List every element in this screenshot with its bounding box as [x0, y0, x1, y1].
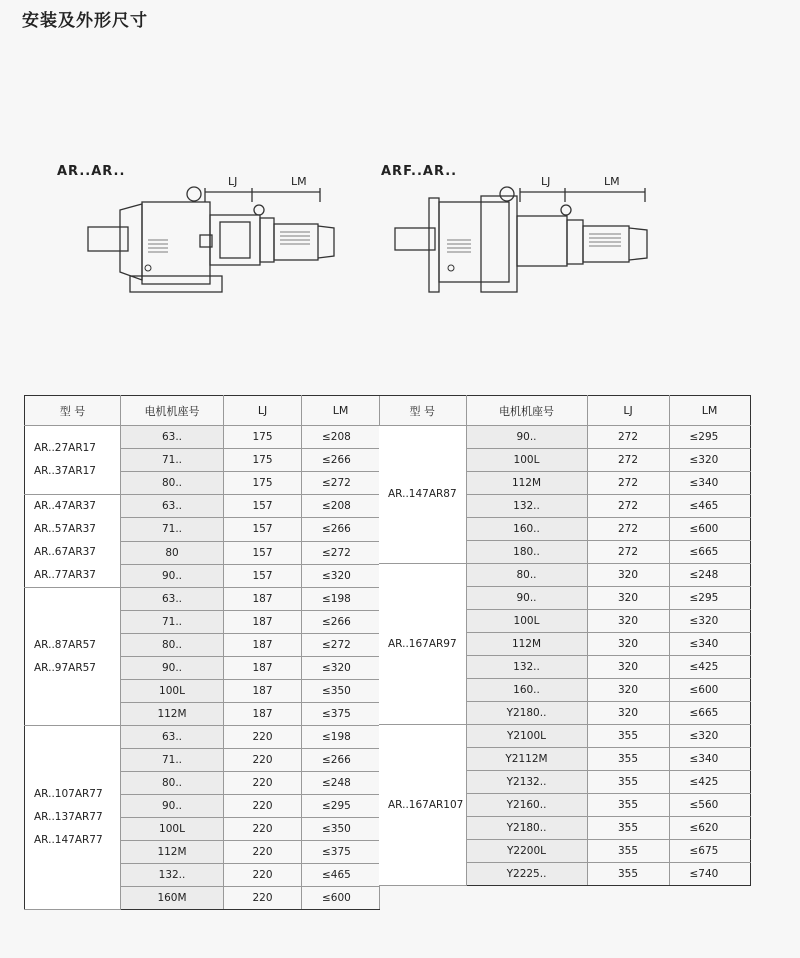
lj-cell: 272: [587, 472, 669, 495]
model-cell: [25, 726, 121, 910]
lj-cell: 320: [587, 633, 669, 656]
lm-cell: ≤248: [302, 772, 380, 795]
motor-frame-cell: 63..: [121, 588, 224, 611]
lj-cell: 355: [587, 771, 669, 794]
motor-frame-cell: Y2200L: [466, 840, 587, 863]
lm-cell: ≤340: [669, 633, 750, 656]
lm-cell: ≤295: [302, 795, 380, 818]
lm-cell: ≤266: [302, 449, 380, 472]
motor-frame-cell: 80..: [121, 634, 224, 657]
table-header-row: [379, 396, 750, 426]
lm-cell: ≤620: [669, 817, 750, 840]
lj-cell: 157: [224, 541, 302, 564]
lm-cell: ≤208: [302, 426, 380, 449]
lj-cell: 220: [224, 818, 302, 841]
lj-cell: 355: [587, 863, 669, 886]
model-name: AR..167AR107: [388, 798, 464, 811]
lm-cell: ≤295: [669, 426, 750, 449]
motor-frame-cell: Y2225..: [466, 863, 587, 886]
motor-frame-cell: 100L: [121, 680, 224, 703]
motor-frame-cell: 80..: [466, 564, 587, 587]
lj-cell: 175: [224, 472, 302, 495]
header-model: 型 号: [25, 396, 121, 426]
motor-frame-cell: 132..: [466, 656, 587, 679]
model-cell: [25, 588, 121, 726]
lm-cell: ≤350: [302, 680, 380, 703]
model-name: AR..147AR77: [34, 834, 103, 846]
motor-frame-cell: 90..: [121, 657, 224, 680]
left-spec-table: [24, 395, 380, 910]
dim-label-lj-right: LJ: [541, 175, 551, 188]
dim-label-lm-left: LM: [291, 175, 307, 188]
lm-cell: ≤560: [669, 794, 750, 817]
lj-cell: 272: [587, 518, 669, 541]
lm-cell: ≤600: [669, 518, 750, 541]
header-lm: LM: [669, 396, 750, 426]
lj-cell: 320: [587, 587, 669, 610]
lm-cell: ≤350: [302, 818, 380, 841]
lm-cell: ≤675: [669, 840, 750, 863]
header-motor-frame: 电机机座号: [121, 396, 224, 426]
model-name: AR..27AR17: [34, 442, 96, 454]
motor-frame-cell: 112M: [121, 841, 224, 864]
table-row: [25, 726, 380, 749]
table-row: [379, 426, 750, 449]
motor-frame-cell: 63..: [121, 426, 224, 449]
motor-frame-cell: 100L: [466, 449, 587, 472]
lj-cell: 187: [224, 634, 302, 657]
lm-cell: ≤198: [302, 588, 380, 611]
motor-frame-cell: 80..: [121, 472, 224, 495]
motor-frame-cell: 112M: [121, 703, 224, 726]
lj-cell: 175: [224, 426, 302, 449]
model-name: AR..77AR37: [34, 569, 96, 581]
lj-cell: 175: [224, 449, 302, 472]
model-cell: [379, 725, 466, 886]
motor-frame-cell: 71..: [121, 518, 224, 541]
lm-cell: ≤320: [669, 449, 750, 472]
gear-motor-drawing-flange-mounted: [385, 180, 675, 300]
motor-frame-cell: 112M: [466, 472, 587, 495]
model-name: AR..37AR17: [34, 465, 96, 477]
lj-cell: 220: [224, 841, 302, 864]
motor-frame-cell: 160..: [466, 679, 587, 702]
header-lm: LM: [302, 396, 380, 426]
table-row: [25, 495, 380, 518]
lm-cell: ≤198: [302, 726, 380, 749]
model-cell: [379, 564, 466, 725]
motor-frame-cell: 90..: [466, 426, 587, 449]
model-name: AR..57AR37: [34, 523, 96, 535]
lj-cell: 355: [587, 748, 669, 771]
lm-cell: ≤295: [669, 587, 750, 610]
lm-cell: ≤465: [669, 495, 750, 518]
lj-cell: 220: [224, 864, 302, 887]
lj-cell: 355: [587, 794, 669, 817]
motor-frame-cell: 90..: [121, 795, 224, 818]
model-name: AR..97AR57: [34, 661, 96, 674]
header-motor-frame: 电机机座号: [466, 396, 587, 426]
model-name: AR..147AR87: [388, 488, 457, 500]
gear-motor-drawing-foot-mounted: [70, 180, 360, 300]
table-header-row: [25, 396, 380, 426]
lm-cell: ≤425: [669, 771, 750, 794]
motor-frame-cell: 112M: [466, 633, 587, 656]
lj-cell: 187: [224, 588, 302, 611]
lm-cell: ≤340: [669, 748, 750, 771]
lj-cell: 355: [587, 725, 669, 748]
header-model: 型 号: [379, 396, 466, 426]
motor-frame-cell: 180..: [466, 541, 587, 564]
lj-cell: 157: [224, 518, 302, 541]
table-row: [379, 564, 750, 587]
lm-cell: ≤665: [669, 541, 750, 564]
lm-cell: ≤375: [302, 841, 380, 864]
lj-cell: 320: [587, 564, 669, 587]
lm-cell: ≤465: [302, 864, 380, 887]
motor-frame-cell: 100L: [466, 610, 587, 633]
model-name: AR..167AR97: [388, 637, 457, 650]
lj-cell: 272: [587, 449, 669, 472]
motor-frame-cell: 80: [121, 541, 224, 564]
lj-cell: 320: [587, 679, 669, 702]
lm-cell: ≤272: [302, 541, 380, 564]
model-cell: [25, 495, 121, 588]
motor-frame-cell: 100L: [121, 818, 224, 841]
lj-cell: 157: [224, 564, 302, 587]
model-name: AR..107AR77: [34, 788, 103, 800]
model-cell: [379, 426, 466, 564]
motor-frame-cell: Y2112M: [466, 748, 587, 771]
motor-frame-cell: 63..: [121, 726, 224, 749]
lm-cell: ≤600: [302, 887, 380, 910]
lm-cell: ≤320: [669, 610, 750, 633]
table-row: [25, 426, 380, 449]
table-row: [25, 588, 380, 611]
motor-frame-cell: Y2160..: [466, 794, 587, 817]
lm-cell: ≤266: [302, 611, 380, 634]
motor-frame-cell: 132..: [121, 864, 224, 887]
motor-frame-cell: 71..: [121, 749, 224, 772]
lj-cell: 220: [224, 749, 302, 772]
lm-cell: ≤208: [302, 495, 380, 518]
lj-cell: 220: [224, 772, 302, 795]
lm-cell: ≤375: [302, 703, 380, 726]
lj-cell: 187: [224, 680, 302, 703]
lm-cell: ≤248: [669, 564, 750, 587]
lj-cell: 157: [224, 495, 302, 518]
drawing-label-ar-ar: AR..AR..: [57, 164, 126, 179]
lm-cell: ≤266: [302, 749, 380, 772]
motor-frame-cell: 71..: [121, 449, 224, 472]
model-name: AR..137AR77: [34, 811, 103, 823]
motor-frame-cell: 90..: [466, 587, 587, 610]
lm-cell: ≤320: [669, 725, 750, 748]
lj-cell: 187: [224, 657, 302, 680]
table-row: [379, 725, 750, 748]
lj-cell: 220: [224, 726, 302, 749]
model-cell: [25, 426, 121, 495]
lm-cell: ≤266: [302, 518, 380, 541]
lm-cell: ≤272: [302, 472, 380, 495]
lm-cell: ≤320: [302, 564, 380, 587]
lj-cell: 272: [587, 426, 669, 449]
lj-cell: 355: [587, 840, 669, 863]
model-name: AR..87AR57: [34, 638, 96, 651]
lm-cell: ≤320: [302, 657, 380, 680]
dim-label-lj-left: LJ: [228, 175, 238, 188]
lm-cell: ≤425: [669, 656, 750, 679]
motor-frame-cell: 90..: [121, 564, 224, 587]
motor-frame-cell: 132..: [466, 495, 587, 518]
motor-frame-cell: 160M: [121, 887, 224, 910]
motor-frame-cell: Y2180..: [466, 817, 587, 840]
lj-cell: 272: [587, 495, 669, 518]
lm-cell: ≤340: [669, 472, 750, 495]
right-spec-table: [379, 395, 751, 886]
lm-cell: ≤272: [302, 634, 380, 657]
model-name: AR..47AR37: [34, 500, 96, 512]
lj-cell: 220: [224, 795, 302, 818]
motor-frame-cell: Y2180..: [466, 702, 587, 725]
lj-cell: 272: [587, 541, 669, 564]
lm-cell: ≤665: [669, 702, 750, 725]
model-name: AR..67AR37: [34, 546, 96, 558]
motor-frame-cell: 63..: [121, 495, 224, 518]
header-lj: LJ: [224, 396, 302, 426]
motor-frame-cell: 71..: [121, 611, 224, 634]
lj-cell: 320: [587, 702, 669, 725]
motor-frame-cell: 80..: [121, 772, 224, 795]
spec-table-left: [24, 395, 380, 910]
header-lj: LJ: [587, 396, 669, 426]
motor-frame-cell: Y2132..: [466, 771, 587, 794]
lm-cell: ≤740: [669, 863, 750, 886]
lj-cell: 187: [224, 611, 302, 634]
spec-table-right: [379, 395, 751, 886]
motor-frame-cell: 160..: [466, 518, 587, 541]
motor-frame-cell: Y2100L: [466, 725, 587, 748]
lj-cell: 320: [587, 656, 669, 679]
lj-cell: 220: [224, 887, 302, 910]
page-title: 安装及外形尺寸: [22, 11, 148, 31]
drawing-label-arf-ar: ARF..AR..: [381, 164, 458, 179]
lm-cell: ≤600: [669, 679, 750, 702]
lj-cell: 187: [224, 703, 302, 726]
dim-label-lm-right: LM: [604, 175, 620, 188]
lj-cell: 320: [587, 610, 669, 633]
lj-cell: 355: [587, 817, 669, 840]
